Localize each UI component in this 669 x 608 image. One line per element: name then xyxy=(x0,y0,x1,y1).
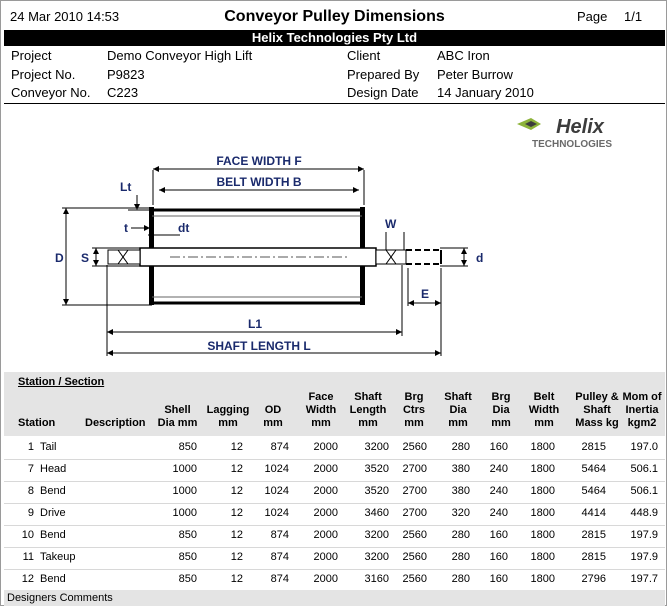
cell-od: 874 xyxy=(270,573,289,585)
shaft-length-label: SHAFT LENGTH L xyxy=(207,339,311,353)
column-header xyxy=(18,417,58,430)
cell-mass: 2815 xyxy=(581,551,606,563)
column-header xyxy=(348,391,388,430)
cell-face: 2000 xyxy=(313,485,338,497)
section-title: Station / Section xyxy=(18,376,105,388)
cell-brg-ctrs: 2560 xyxy=(402,441,427,453)
station-name: Head xyxy=(40,463,67,475)
cell-brg-dia: 160 xyxy=(489,441,508,453)
report-date: 24 Mar 2010 14:53 xyxy=(10,9,120,24)
cell-lag: 12 xyxy=(230,485,243,497)
column-header-line: OD xyxy=(264,404,282,416)
cell-mass: 5464 xyxy=(581,463,606,475)
column-header-line: Width xyxy=(305,404,337,416)
cell-shaft-dia: 280 xyxy=(451,551,470,563)
cell-inertia: 506.1 xyxy=(630,485,658,497)
cell-brg-ctrs: 2700 xyxy=(402,485,427,497)
cell-brg-ctrs: 2700 xyxy=(402,507,427,519)
cell-mass: 2796 xyxy=(581,573,606,585)
cell-brg-ctrs: 2560 xyxy=(402,573,427,585)
cell-od: 874 xyxy=(270,441,289,453)
pulley-diagram xyxy=(0,104,669,372)
cell-inertia: 197.9 xyxy=(630,529,658,541)
column-header-line: mm xyxy=(404,417,424,429)
station-number: 8 xyxy=(27,485,34,497)
column-header-line: Dia mm xyxy=(157,417,198,429)
column-header-line: Mass kg xyxy=(575,417,619,429)
column-header-line: mm xyxy=(263,417,283,429)
cell-lag: 12 xyxy=(230,573,243,585)
cell-shell: 1000 xyxy=(172,463,197,475)
cell-shell: 850 xyxy=(178,573,197,585)
cell-inertia: 197.7 xyxy=(630,573,658,585)
column-header-line: mm xyxy=(311,417,331,429)
outer-diameter-label: D xyxy=(55,251,64,265)
column-header-line: Ctrs xyxy=(402,404,425,416)
cell-shaft-len: 3200 xyxy=(364,551,389,563)
column-header-line: mm xyxy=(491,417,511,429)
cell-shaft-dia: 380 xyxy=(451,485,470,497)
station-name: Tail xyxy=(40,441,57,453)
l1-label: L1 xyxy=(247,317,263,331)
s-label: S xyxy=(81,251,90,265)
page-number: 1/1 xyxy=(624,9,643,24)
cell-brg-dia: 240 xyxy=(489,485,508,497)
cell-face: 2000 xyxy=(313,551,338,563)
cell-brg-ctrs: 2560 xyxy=(402,551,427,563)
column-header xyxy=(621,391,663,430)
column-header-line: Dia xyxy=(449,404,467,416)
cell-inertia: 506.1 xyxy=(630,463,658,475)
cell-brg-ctrs: 2700 xyxy=(402,463,427,475)
column-header-line: Station xyxy=(18,417,56,429)
column-header xyxy=(85,417,150,430)
e-label: E xyxy=(421,287,430,301)
prepared-by-value: Peter Burrow xyxy=(437,67,513,82)
cell-brg-dia: 240 xyxy=(489,507,508,519)
table-row xyxy=(4,503,665,525)
cell-od: 1024 xyxy=(264,485,289,497)
cell-brg-dia: 240 xyxy=(489,463,508,475)
column-header xyxy=(573,391,621,430)
shaft-diameter-label: d xyxy=(476,251,484,265)
cell-inertia: 197.9 xyxy=(630,551,658,563)
cell-face: 2000 xyxy=(313,573,338,585)
cell-mass: 4414 xyxy=(581,507,606,519)
table-row xyxy=(4,569,665,591)
cell-shaft-dia: 320 xyxy=(451,507,470,519)
cell-lag: 12 xyxy=(230,507,243,519)
cell-brg-dia: 160 xyxy=(489,529,508,541)
cell-brg-dia: 160 xyxy=(489,573,508,585)
cell-belt: 1800 xyxy=(530,507,555,519)
cell-lag: 12 xyxy=(230,441,243,453)
station-number: 12 xyxy=(21,573,34,585)
project-value: Demo Conveyor High Lift xyxy=(107,48,253,63)
logo-subtitle: TECHNOLOGIES xyxy=(531,139,613,150)
column-header-line: Pulley & xyxy=(575,391,619,403)
cell-shell: 1000 xyxy=(172,485,197,497)
table-row xyxy=(4,459,665,481)
column-header-line: Width xyxy=(528,404,560,416)
column-header-line: Dia xyxy=(492,404,510,416)
column-header xyxy=(440,391,476,430)
cell-lag: 12 xyxy=(230,463,243,475)
cell-face: 2000 xyxy=(313,441,338,453)
cell-shaft-len: 3200 xyxy=(364,441,389,453)
designers-comments: Designers Comments xyxy=(4,590,665,606)
conveyor-no-label: Conveyor No. xyxy=(11,85,91,100)
client-value: ABC Iron xyxy=(437,48,490,63)
cell-shaft-dia: 280 xyxy=(451,441,470,453)
column-header-line: Shaft xyxy=(444,391,472,403)
cell-belt: 1800 xyxy=(530,485,555,497)
station-name: Bend xyxy=(40,485,66,497)
column-header-line: Shaft xyxy=(583,404,611,416)
column-header-line: mm xyxy=(218,417,238,429)
cell-belt: 1800 xyxy=(530,573,555,585)
project-label: Project xyxy=(11,48,52,63)
column-header-line: kgm2 xyxy=(627,417,657,429)
column-header-line: Brg xyxy=(491,391,511,403)
cell-od: 874 xyxy=(270,551,289,563)
column-header xyxy=(398,391,430,430)
column-header-line: Lagging xyxy=(206,404,250,416)
w-label: W xyxy=(385,217,397,231)
column-header-line: Belt xyxy=(533,391,555,403)
cell-shaft-len: 3520 xyxy=(364,463,389,475)
cell-od: 1024 xyxy=(264,463,289,475)
cell-lag: 12 xyxy=(230,551,243,563)
cell-belt: 1800 xyxy=(530,441,555,453)
design-date-label: Design Date xyxy=(347,85,419,100)
cell-shell: 850 xyxy=(178,529,197,541)
project-no-value: P9823 xyxy=(107,67,145,82)
cell-od: 874 xyxy=(270,529,289,541)
cell-shell: 850 xyxy=(178,551,197,563)
page-label: Page xyxy=(577,9,608,24)
helix-logo xyxy=(517,116,612,150)
belt-width-label: BELT WIDTH B xyxy=(216,175,302,189)
cell-mass: 2815 xyxy=(581,529,606,541)
lt-label: Lt xyxy=(120,180,132,194)
cell-shaft-len: 3200 xyxy=(364,529,389,541)
column-header-line: Brg xyxy=(404,391,424,403)
table-row xyxy=(4,547,665,569)
cell-inertia: 197.0 xyxy=(630,441,658,453)
cell-shaft-len: 3160 xyxy=(364,573,389,585)
column-header xyxy=(204,404,252,430)
t-label: t xyxy=(124,221,128,235)
cell-shell: 850 xyxy=(178,441,197,453)
report-title: Conveyor Pulley Dimensions xyxy=(224,8,445,25)
station-number: 7 xyxy=(27,463,34,475)
column-header-line: Description xyxy=(85,417,146,429)
cell-belt: 1800 xyxy=(530,551,555,563)
station-name: Takeup xyxy=(40,551,76,563)
dt-label: dt xyxy=(178,221,190,235)
cell-inertia: 448.9 xyxy=(630,507,658,519)
conveyor-no-value: C223 xyxy=(107,85,139,100)
pulley-shaft xyxy=(108,248,441,266)
cell-face: 2000 xyxy=(313,463,338,475)
cell-belt: 1800 xyxy=(530,463,555,475)
station-name: Bend xyxy=(40,529,66,541)
project-no-label: Project No. xyxy=(11,67,76,82)
column-header-line: Shaft xyxy=(354,391,382,403)
cell-mass: 2815 xyxy=(581,441,606,453)
station-number: 10 xyxy=(21,529,34,541)
column-header xyxy=(524,391,564,430)
cell-shaft-len: 3520 xyxy=(364,485,389,497)
logo-name: Helix xyxy=(556,116,604,138)
station-name: Bend xyxy=(40,573,66,585)
station-name: Drive xyxy=(40,507,66,519)
station-number: 1 xyxy=(27,441,34,453)
table-row xyxy=(4,437,665,459)
cell-brg-ctrs: 2560 xyxy=(402,529,427,541)
cell-shell: 1000 xyxy=(172,507,197,519)
cell-shaft-len: 3460 xyxy=(364,507,389,519)
column-header xyxy=(259,404,287,430)
column-header-line: Length xyxy=(349,404,387,416)
station-number: 9 xyxy=(27,507,34,519)
column-header-line: mm xyxy=(358,417,378,429)
column-header-line: mm xyxy=(534,417,554,429)
column-header-line: Face xyxy=(308,391,334,403)
station-number: 11 xyxy=(22,551,34,563)
cell-face: 2000 xyxy=(313,529,338,541)
cell-shaft-dia: 280 xyxy=(451,573,470,585)
client-label: Client xyxy=(347,48,381,63)
column-header-line: mm xyxy=(448,417,468,429)
cell-belt: 1800 xyxy=(530,529,555,541)
company-banner: Helix Technologies Pty Ltd xyxy=(4,30,665,46)
cell-mass: 5464 xyxy=(581,485,606,497)
column-header-line: Mom of xyxy=(622,391,662,403)
table-row xyxy=(4,525,665,547)
cell-lag: 12 xyxy=(230,529,243,541)
cell-shaft-dia: 280 xyxy=(451,529,470,541)
column-header xyxy=(155,404,200,430)
column-header-line: Inertia xyxy=(625,404,659,416)
prepared-by-label: Prepared By xyxy=(347,67,420,82)
cell-shaft-dia: 380 xyxy=(451,463,470,475)
column-header xyxy=(486,391,516,430)
cell-face: 2000 xyxy=(313,507,338,519)
table-row xyxy=(4,481,665,503)
face-width-label: FACE WIDTH F xyxy=(216,154,302,168)
cell-brg-dia: 160 xyxy=(489,551,508,563)
cell-od: 1024 xyxy=(264,507,289,519)
column-header-line: Shell xyxy=(164,404,191,416)
column-header xyxy=(302,391,340,430)
design-date-value: 14 January 2010 xyxy=(437,85,534,100)
